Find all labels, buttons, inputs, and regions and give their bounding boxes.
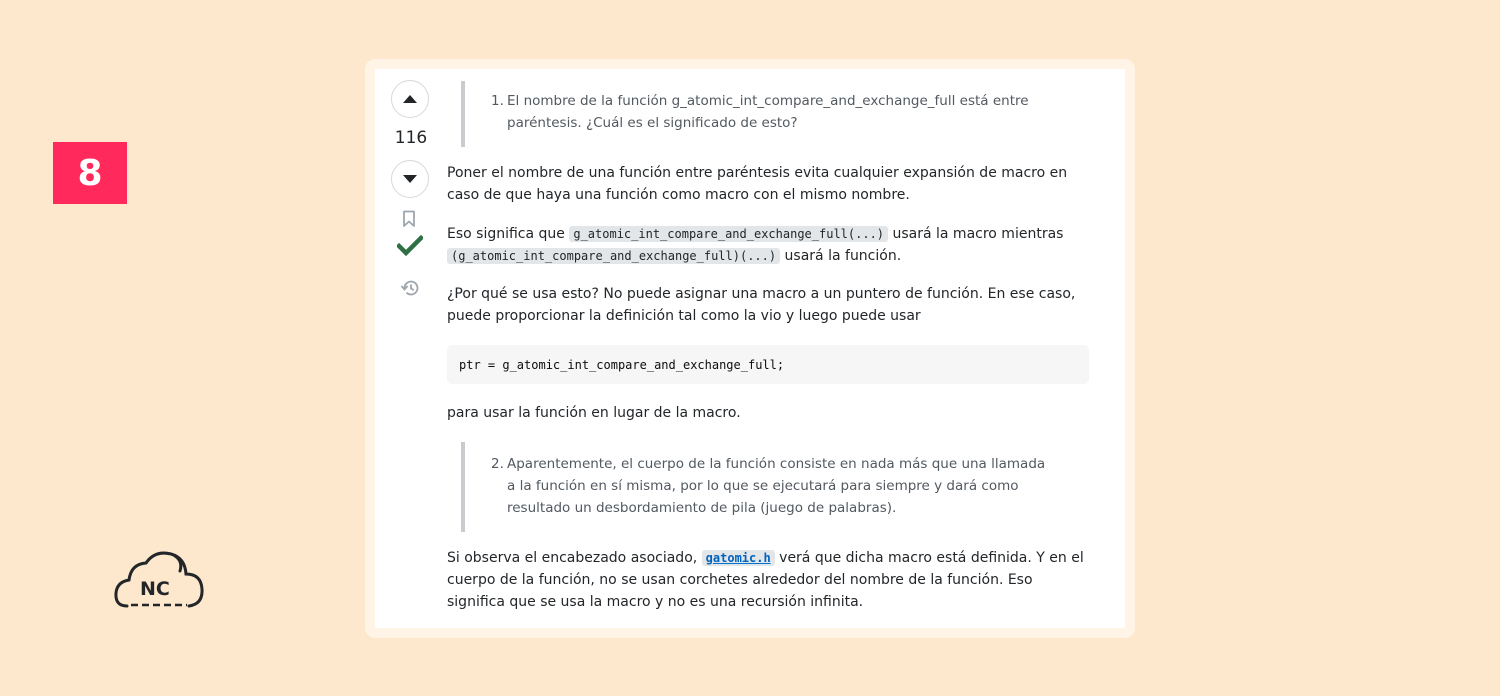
- gatomic-h-link[interactable]: [702, 550, 775, 566]
- checkmark-icon: [397, 235, 423, 257]
- downvote-button[interactable]: [391, 160, 429, 198]
- link-code[interactable]: gatomic.h: [702, 550, 775, 566]
- inline-code: g_atomic_int_compare_and_exchange_full(...): [569, 226, 888, 242]
- bookmark-icon: [402, 210, 416, 228]
- triangle-up-icon: [402, 94, 418, 104]
- text-segment: Eso significa que: [447, 226, 570, 242]
- quote-text: El nombre de la función g_atomic_int_compare_and_exchange_full está entre paréntesis. ¿Cuál es el significado de esto?: [507, 93, 1029, 131]
- accepted-answer-indicator: [397, 235, 423, 261]
- paragraph-5: [447, 547, 1089, 613]
- blockquote-1: [461, 81, 1051, 147]
- upvote-button[interactable]: [391, 80, 429, 118]
- nc-cloud-logo: [113, 548, 205, 610]
- timeline-button[interactable]: [400, 279, 420, 301]
- inline-code: (g_atomic_int_compare_and_exchange_full)(...): [447, 248, 780, 264]
- blockquote-2: [461, 442, 1051, 532]
- paragraph-3: ¿Por qué se usa esto? No puede asignar una macro a un puntero de función. En ese caso, puede proporcionar la definición tal como la vio y luego puede usar: [447, 286, 1076, 324]
- list-number: 1.: [491, 93, 504, 109]
- paragraph-4: para usar la función en lugar de la macro.: [447, 405, 741, 421]
- triangle-down-icon: [402, 174, 418, 184]
- answer-card: [375, 69, 1125, 628]
- rank-badge: 8: [53, 142, 127, 204]
- list-number: 2.: [491, 456, 504, 472]
- text-segment: verá que dicha macro está definida. Y en el cuerpo de la función, no se usan corchetes alrededor del nombre de la función. Eso significa que se usa la macro y no es una recursión infinita.: [447, 550, 1084, 610]
- text-segment: usará la función.: [780, 248, 902, 264]
- text-segment: Si observa el encabezado asociado,: [447, 550, 702, 566]
- code-block: ptr = g_atomic_int_compare_and_exchange_full;: [447, 345, 1089, 384]
- paragraph-2: [447, 223, 1089, 267]
- logo-text: NC: [140, 578, 170, 600]
- quote-text: Aparentemente, el cuerpo de la función consiste en nada más que una llamada a la función en sí misma, por lo que se ejecutará para siempre y dará como resultado un desbordamiento de pila (juego de palabras).: [507, 456, 1046, 516]
- paragraph-1: Poner el nombre de una función entre paréntesis evita cualquier expansión de macro en caso de que haya una función como macro con el mismo nombre.: [447, 165, 1068, 203]
- bookmark-button[interactable]: [402, 210, 416, 232]
- history-icon: [400, 279, 420, 297]
- text-segment: usará la macro mientras: [888, 226, 1064, 242]
- vote-score: 116: [394, 128, 428, 148]
